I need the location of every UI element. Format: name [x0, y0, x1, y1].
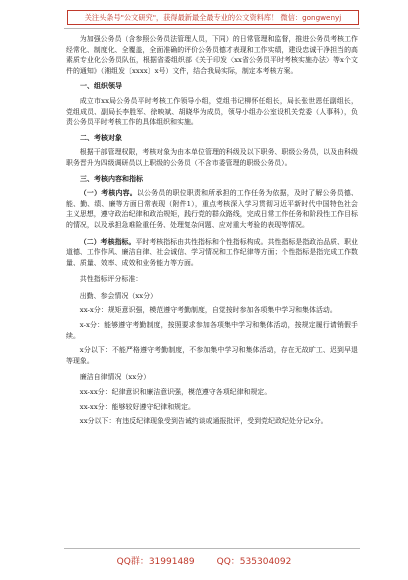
integrity-level-2: xx-xx分：能够较好遵守纪律和规定。: [79, 402, 195, 411]
attendance-level-1: xx-x分：规矩意识强，模范遵守考勤制度，自觉按时参加各项集中学习和集体活动。: [79, 306, 337, 315]
header-divider: [64, 28, 360, 29]
attendance-level-3: x分以下：不能严格遵守考勤制度，不参加集中学习和集体活动，存在无故旷工、迟到早退等现象。: [66, 346, 358, 365]
integrity-level-1: xx-xx分：纪律意识和廉洁意识强，模范遵守各项纪律和规定。: [79, 388, 272, 397]
footer-contact: [0, 554, 408, 567]
intro-paragraph: 为加强公务员（含参照公务员法管理人员，下同）的日常管理和监督，推进公务员考核工作经常化、制度化、全覆盖，全面准确的评价公务员德才表现和工作实绩，建设忠诚干净担当的高素质专业化公务员队伍，根据省委组织部《关于印发〈xx省公务员平时考核实施办法〉等x个文件的通知》（湘组发〔xxxx〕x号）文件，结合我局实际，制定本考核方案。: [66, 35, 358, 75]
assessment-content-paragraph: [66, 188, 358, 230]
attendance-title: 出勤、参会情况（xx分）: [79, 291, 158, 300]
integrity-title: 廉洁自律情况（xx分）: [79, 373, 151, 382]
footer-divider: [64, 548, 360, 549]
qq-group-number: QQ群：31991489: [116, 557, 195, 567]
qq-number: QQ：535304092: [216, 557, 292, 567]
assessment-indicator-lead: （二）考核指标。: [79, 237, 136, 246]
promo-banner[interactable]: 关注头条号"公文研究"，获得最新最全最专业的公文资料库！ 微信：gongwenyj: [67, 10, 359, 25]
assessment-content-text: 以公务员的职位职责和所承担的工作任务为依据，及时了解公务员德、能、勤、绩、廉等方面日常表现（附件1），重点考核深入学习贯彻习近平新时代中国特色社会主义思想，遵守政治纪律和政治规矩，践行党的群众路线，完成日常工作任务和阶段性工作目标的情况，以及承担急难险重任务、处理复杂问题、应对重大考验的表现等情况。: [66, 189, 358, 229]
section-subjects-body: 根据干部管理权限，考核对象为由本单位管理的科级及以下职务、职级公务员，以及由科级职务晋升为四级调研员以上职级的公务员（不含市委管理的职级公务员）。: [66, 148, 358, 167]
section-leadership-body: 成立市xx局公务员平时考核工作领导小组，党组书记柳怀任组长，局长张世恩任副组长，党组成员、副局长李胜军、徐映斌、胡晓华为成员，领导小组办公室设机关党委（人事科），负责公务员平时考核工作的具体组织和实施。: [66, 96, 358, 127]
section-heading-content: 三、考核内容和指标: [80, 174, 143, 183]
integrity-level-3: xx分以下：有违反纪律现象受到告诫约谈或通报批评，受到党纪政纪处分记x分。: [79, 417, 328, 426]
criteria-title: 共性指标评分标准：: [79, 275, 143, 284]
attendance-level-2: x-x分：能够遵守考勤制度，按照要求参加各项集中学习和集体活动，按规定履行请销假手续。: [66, 321, 358, 340]
section-heading-leadership: 一、组织领导: [80, 82, 122, 91]
assessment-indicator-text: 平时考核指标由共性指标和个性指标构成。共性指标是指政治品质、职业道德、工作作风、廉洁自律、社会诚信、学习情况和工作纪律等方面；个性指标是指完成工作数量、质量、效率、成效和业务能力等方面。: [66, 237, 358, 267]
section-heading-subjects: 二、考核对象: [80, 133, 122, 142]
assessment-indicator-paragraph: [66, 237, 358, 269]
document-body: [66, 34, 358, 427]
assessment-content-lead: （一）考核内容。: [79, 189, 137, 198]
